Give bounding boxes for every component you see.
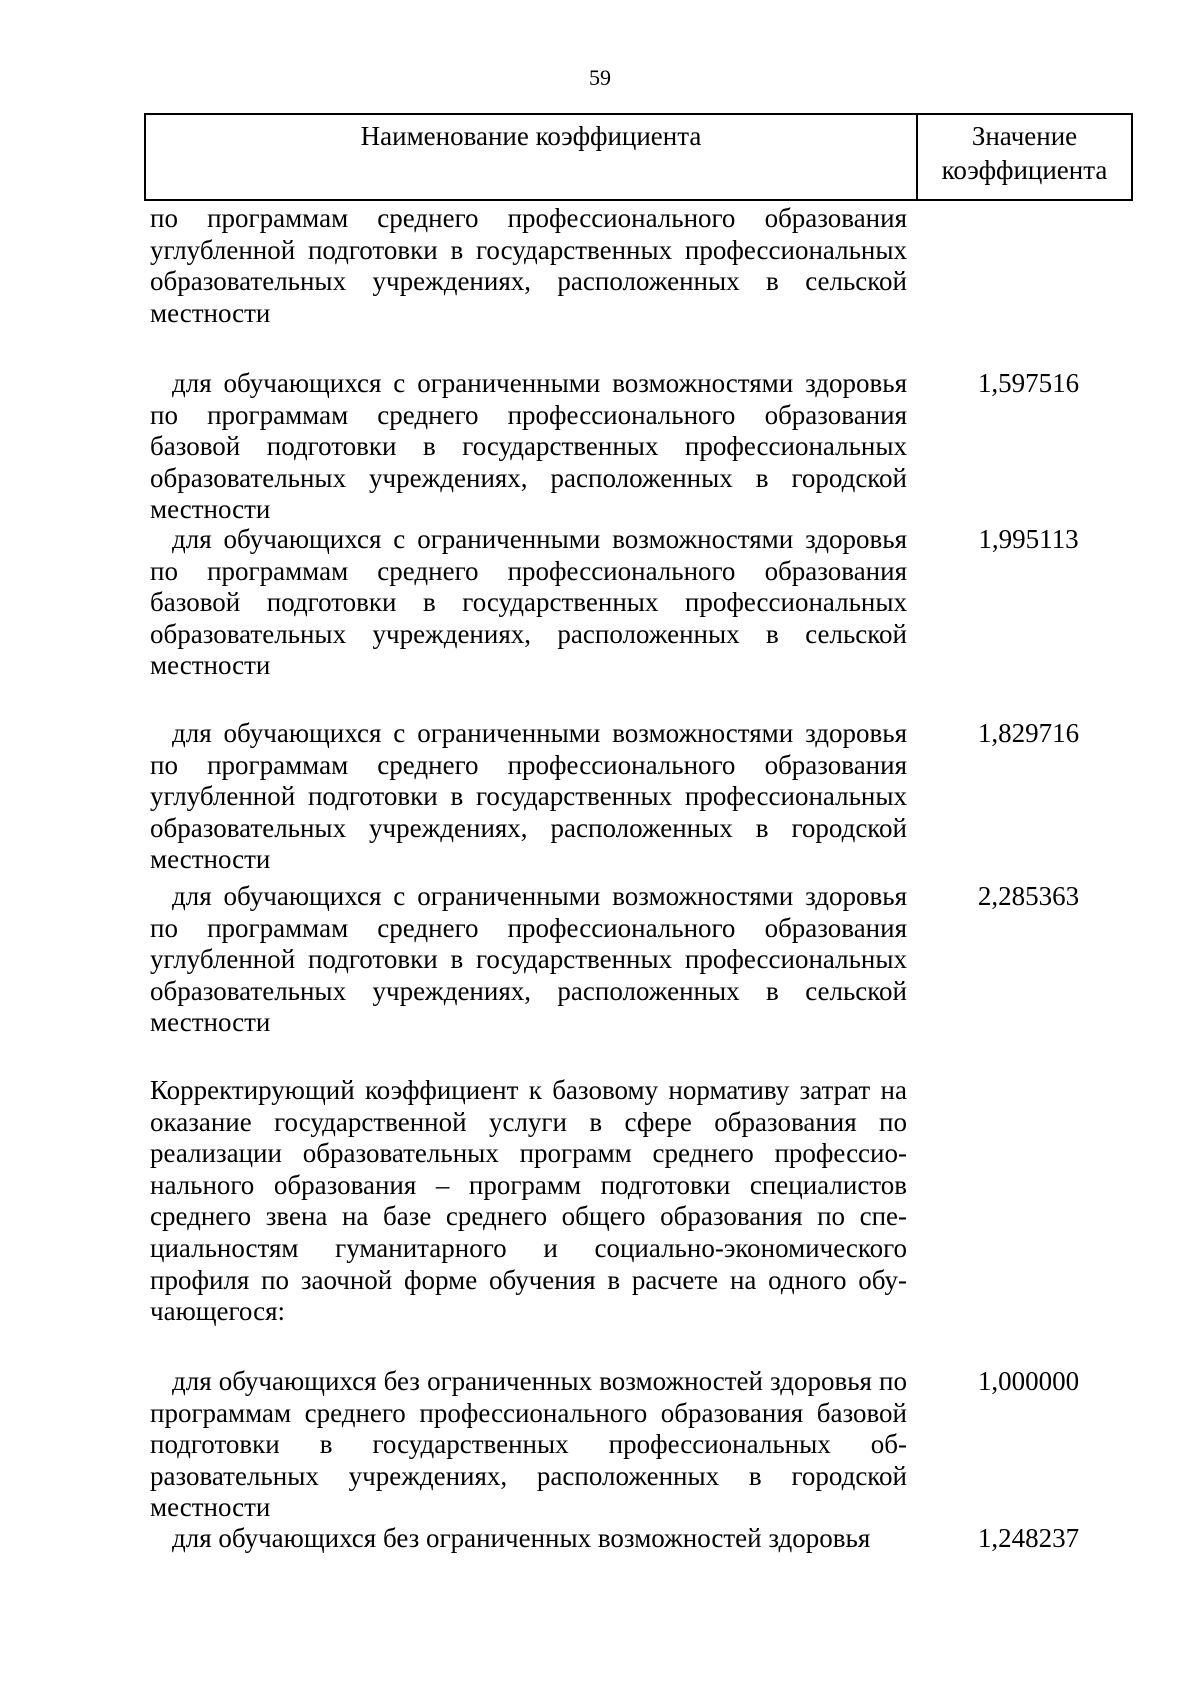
row-value: 2,285363	[977, 881, 1080, 911]
table-row	[150, 1366, 1130, 1524]
row-value: 1,995113	[978, 524, 1079, 554]
row-value	[907, 1075, 1130, 1328]
row-description: для обучающихся с ограниченными возможностями здоровья по программам среднего профессионального образования базовой подготовки в государственных профессиональных образовательных учреждениях, расположенных в городской местности	[150, 368, 907, 525]
row-value: 1,597516	[977, 368, 1080, 398]
table-row	[150, 368, 1130, 526]
row-value: 1,248237	[977, 1523, 1080, 1553]
column-header-value: Значение коэффициента	[941, 121, 1108, 185]
row-description: для обучающихся с ограниченными возможностями здоровья по программам среднего профессионального образования углубленной подготовки в государственных профессиональных образовательных учреждениях, расположенных в сельской местности	[150, 881, 907, 1038]
row-description: для обучающихся с ограниченными возможностями здоровья по программам среднего профессионального образования углубленной подготовки в государственных профессиональных образовательных учреждениях, расположенных в городской местности	[150, 718, 907, 875]
row-description: для обучающихся без ограниченных возможностей здоровья по программам среднего профессионального образования базовой подготовки в государственных профессиональных образовательных учреждениях, расположенных в городской местности	[150, 1366, 907, 1523]
page-number: 59	[589, 65, 611, 90]
table-row	[150, 203, 1130, 329]
table-row	[150, 718, 1130, 876]
table-row	[150, 524, 1130, 682]
row-description: по программам среднего профессионального образования углубленной подготовки в государственных профессиональных образовательных учреждениях, расположенных в сельской местности	[150, 203, 907, 328]
column-header-name: Наименование коэффициента	[146, 115, 918, 199]
row-description: Корректирующий коэффициент к базовому нормативу затрат на оказание государственной услуги в сфере образования по реализации образовательных программ среднего профессионального образования – программ подготовки специалистов среднего звена на базе среднего общего образования по специальностям гуманитарного и социально-экономического профиля по заочной форме обучения в расчете на одного обучающегося:	[150, 1075, 907, 1327]
table-row	[150, 1075, 1130, 1328]
row-description: для обучающихся с ограниченными возможностями здоровья по программам среднего профессионального образования базовой подготовки в государственных профессиональных образовательных учреждениях, расположенных в сельской местности	[150, 524, 907, 681]
row-value	[907, 203, 1130, 329]
table-header	[144, 113, 1133, 201]
row-value: 1,000000	[977, 1366, 1080, 1396]
row-description: для обучающихся без ограниченных возможностей здоровья	[172, 1523, 871, 1553]
row-value: 1,829716	[977, 718, 1080, 748]
table-row	[150, 1523, 1130, 1555]
table-row	[150, 881, 1130, 1039]
